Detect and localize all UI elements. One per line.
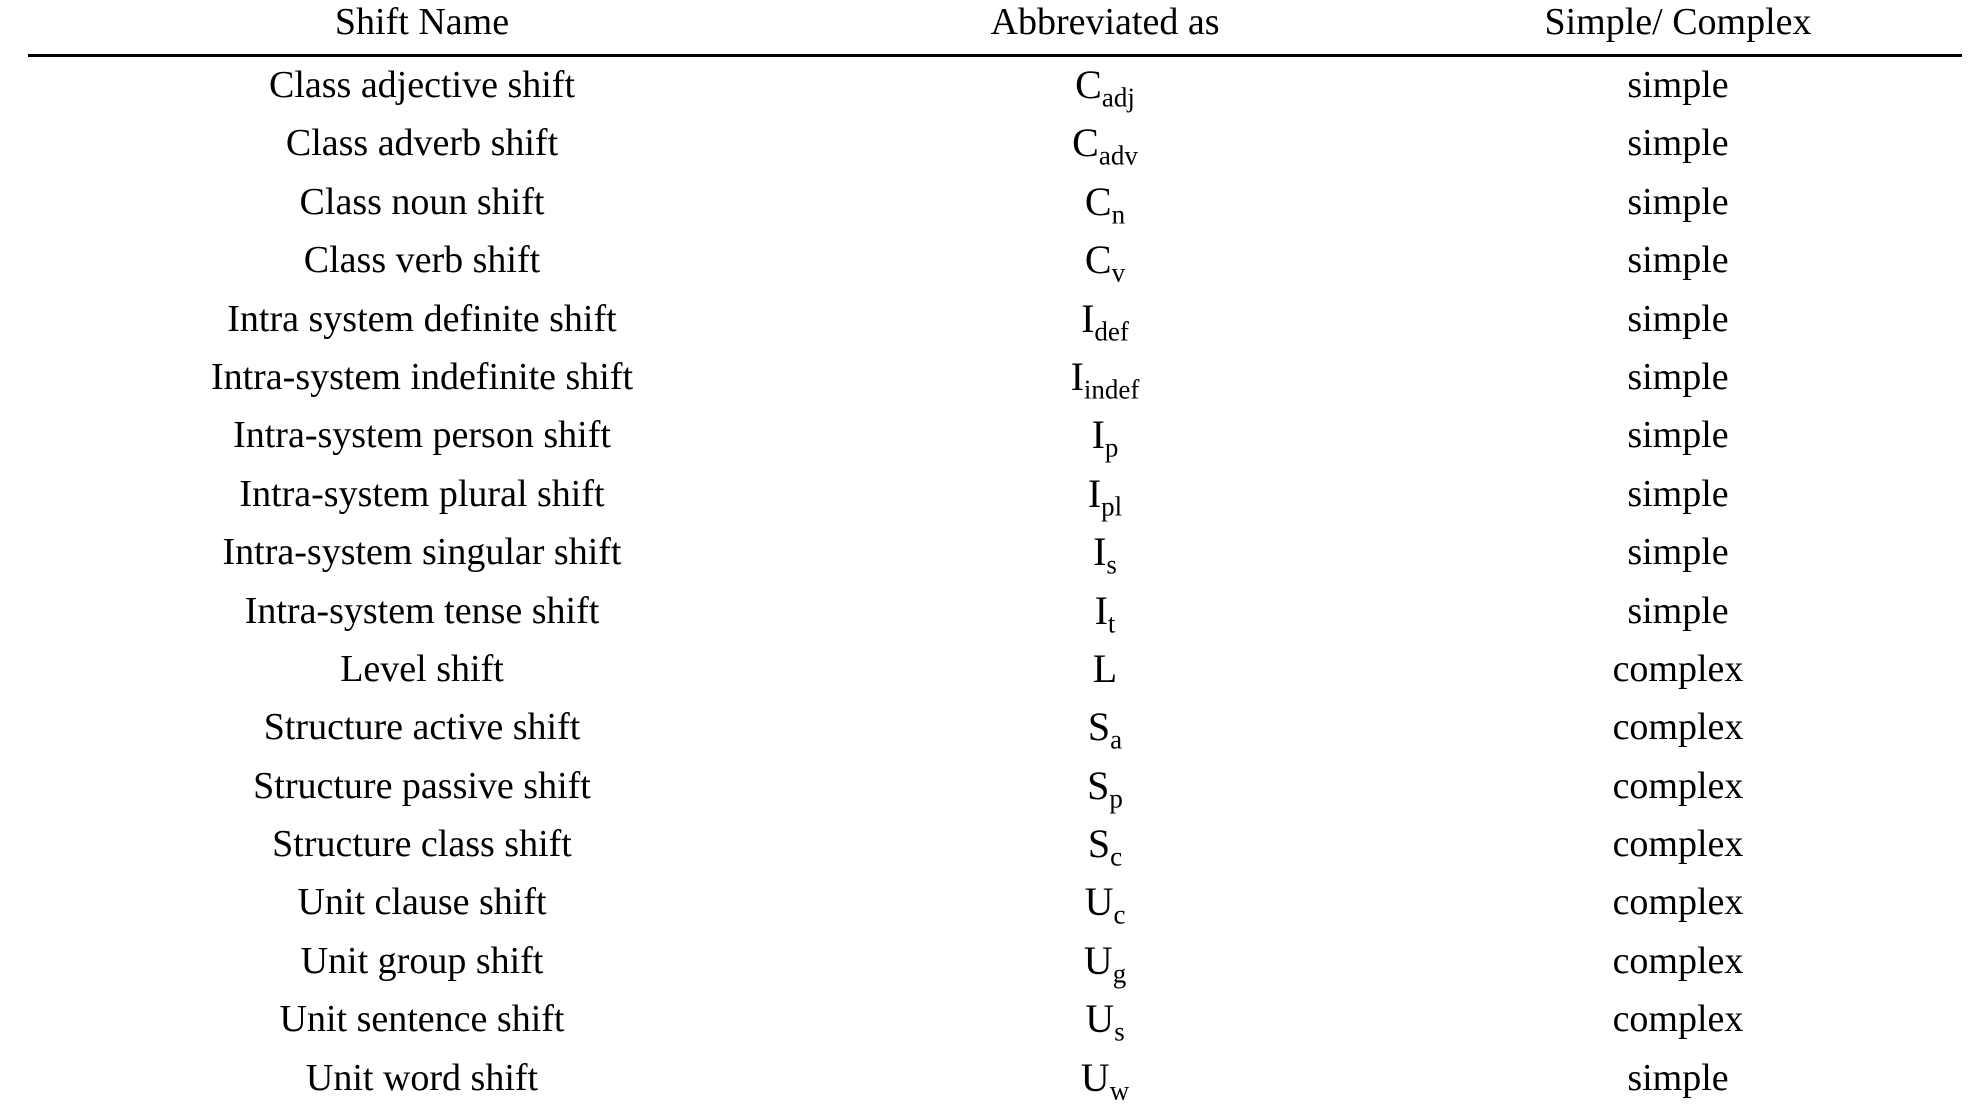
simple-complex-cell: complex [1612,764,1744,807]
table-row [28,933,1962,991]
abbreviation-base: I [1070,353,1084,399]
simple-complex-cell: simple [1627,414,1729,457]
abbreviation-subscript: s [1106,549,1117,580]
abbreviation-subscript: a [1110,724,1123,755]
simple-complex-cell: simple [1627,64,1729,106]
table-row [28,57,1962,115]
shift-name-cell: Class verb shift [303,239,541,282]
simple-complex-cell: complex [1612,998,1744,1041]
abbreviation-base: S [1087,821,1111,867]
shift-name-cell: Structure active shift [263,706,581,749]
table-body [28,57,1962,1108]
abbreviation-subscript: c [1113,900,1126,931]
table-row [28,641,1962,699]
abbreviation-cell [816,470,1394,522]
simple-complex-cell: simple [1627,297,1729,340]
abbreviation-base: I [1091,412,1105,458]
abbreviation-cell [816,353,1394,405]
shift-name-cell: Structure passive shift [253,764,591,807]
shift-name-cell: Intra system definite shift [227,297,617,340]
abbreviation-subscript: g [1112,958,1127,989]
table-row [28,699,1962,757]
header-shift-name: Shift Name [334,1,510,43]
table-row [28,583,1962,641]
abbreviation-subscript: p [1109,783,1123,814]
abbreviation-cell [816,937,1394,989]
shift-name-cell: Intra-system indefinite shift [210,355,634,398]
shift-name-cell: Level shift [340,647,504,690]
abbreviation-cell [816,237,1394,288]
table-row [28,291,1962,349]
abbreviation-base: U [1085,996,1115,1042]
abbreviation-base: I [1094,587,1108,633]
table-row [28,466,1962,524]
table-row [28,524,1962,582]
abbreviation-cell [816,178,1394,230]
table-row [28,874,1962,932]
abbreviation-base: U [1083,937,1113,983]
abbreviation-base: L [1092,645,1118,691]
abbreviation-cell [816,1054,1394,1106]
abbreviation-cell [816,647,1394,692]
abbreviation-base: C [1084,237,1112,283]
abbreviation-subscript: adv [1098,141,1138,172]
simple-complex-cell: simple [1627,531,1729,574]
abbreviation-cell [816,704,1394,755]
abbreviation-cell [816,821,1394,872]
abbreviation-subscript: def [1094,316,1129,347]
simple-complex-cell: complex [1612,823,1744,866]
abbreviation-cell [816,879,1394,931]
abbreviation-subscript: c [1110,841,1123,872]
abbreviation-base: U [1084,879,1114,925]
abbreviation-cell [816,62,1394,113]
abbreviation-cell [816,587,1394,639]
simple-complex-cell: complex [1612,647,1744,690]
abbreviation-base: C [1084,178,1112,224]
simple-complex-cell: complex [1612,939,1744,982]
table-row [28,407,1962,465]
simple-complex-cell: simple [1627,180,1729,223]
simple-complex-cell: complex [1612,881,1744,924]
abbreviation-base: I [1081,295,1095,341]
table-row [28,758,1962,816]
abbreviation-subscript: adj [1101,82,1135,113]
abbreviation-subscript: n [1111,199,1126,230]
abbreviation-base: I [1093,529,1107,575]
abbreviation-cell [816,762,1394,814]
shift-name-cell: Unit word shift [305,1056,539,1099]
abbreviation-cell [816,295,1394,347]
shift-name-cell: Class adjective shift [268,64,576,106]
simple-complex-cell: simple [1627,472,1729,515]
abbreviation-base: U [1080,1054,1110,1100]
abbreviation-base: S [1087,704,1111,750]
abbreviation-subscript: t [1107,608,1116,639]
table-row [28,816,1962,874]
abbreviation-subscript: w [1109,1075,1130,1106]
abbreviation-base: S [1087,762,1110,808]
simple-complex-cell: simple [1627,589,1729,632]
table-row [28,115,1962,173]
shift-name-cell: Class adverb shift [285,122,559,165]
abbreviation-base: C [1072,120,1099,166]
shift-name-cell: Unit sentence shift [279,998,565,1041]
shift-name-cell: Unit group shift [300,939,544,982]
shift-name-cell: Unit clause shift [297,881,547,924]
header-abbreviated-as: Abbreviated as [990,1,1220,43]
abbreviation-base: I [1087,470,1102,516]
abbreviation-cell [816,996,1394,1047]
abbreviation-subscript: pl [1101,491,1123,522]
abbreviation-base: C [1075,62,1102,107]
table-row [28,991,1962,1049]
abbreviation-cell [816,120,1394,172]
header-simple-complex: Simple/ Complex [1544,1,1812,43]
table-row [28,1050,1962,1108]
abbreviation-subscript: p [1104,432,1119,463]
simple-complex-cell: simple [1627,239,1729,282]
shift-types-table [28,0,1962,1108]
shift-name-cell: Intra-system person shift [233,414,611,457]
table-header-row [28,0,1962,57]
abbreviation-subscript: s [1114,1016,1125,1047]
abbreviation-subscript: indef [1083,374,1140,405]
table-row [28,349,1962,407]
shift-name-cell: Intra-system plural shift [239,472,605,515]
abbreviation-cell [816,412,1394,463]
simple-complex-cell: simple [1627,355,1729,398]
simple-complex-cell: simple [1627,122,1729,165]
table-row [28,174,1962,232]
simple-complex-cell: complex [1612,706,1744,749]
abbreviation-cell [816,529,1394,580]
shift-name-cell: Intra-system tense shift [244,589,600,632]
table-row [28,232,1962,290]
shift-name-cell: Class noun shift [299,180,545,223]
shift-name-cell: Intra-system singular shift [222,531,622,574]
shift-name-cell: Structure class shift [272,823,572,866]
simple-complex-cell: simple [1627,1056,1729,1099]
abbreviation-subscript: v [1111,257,1126,288]
